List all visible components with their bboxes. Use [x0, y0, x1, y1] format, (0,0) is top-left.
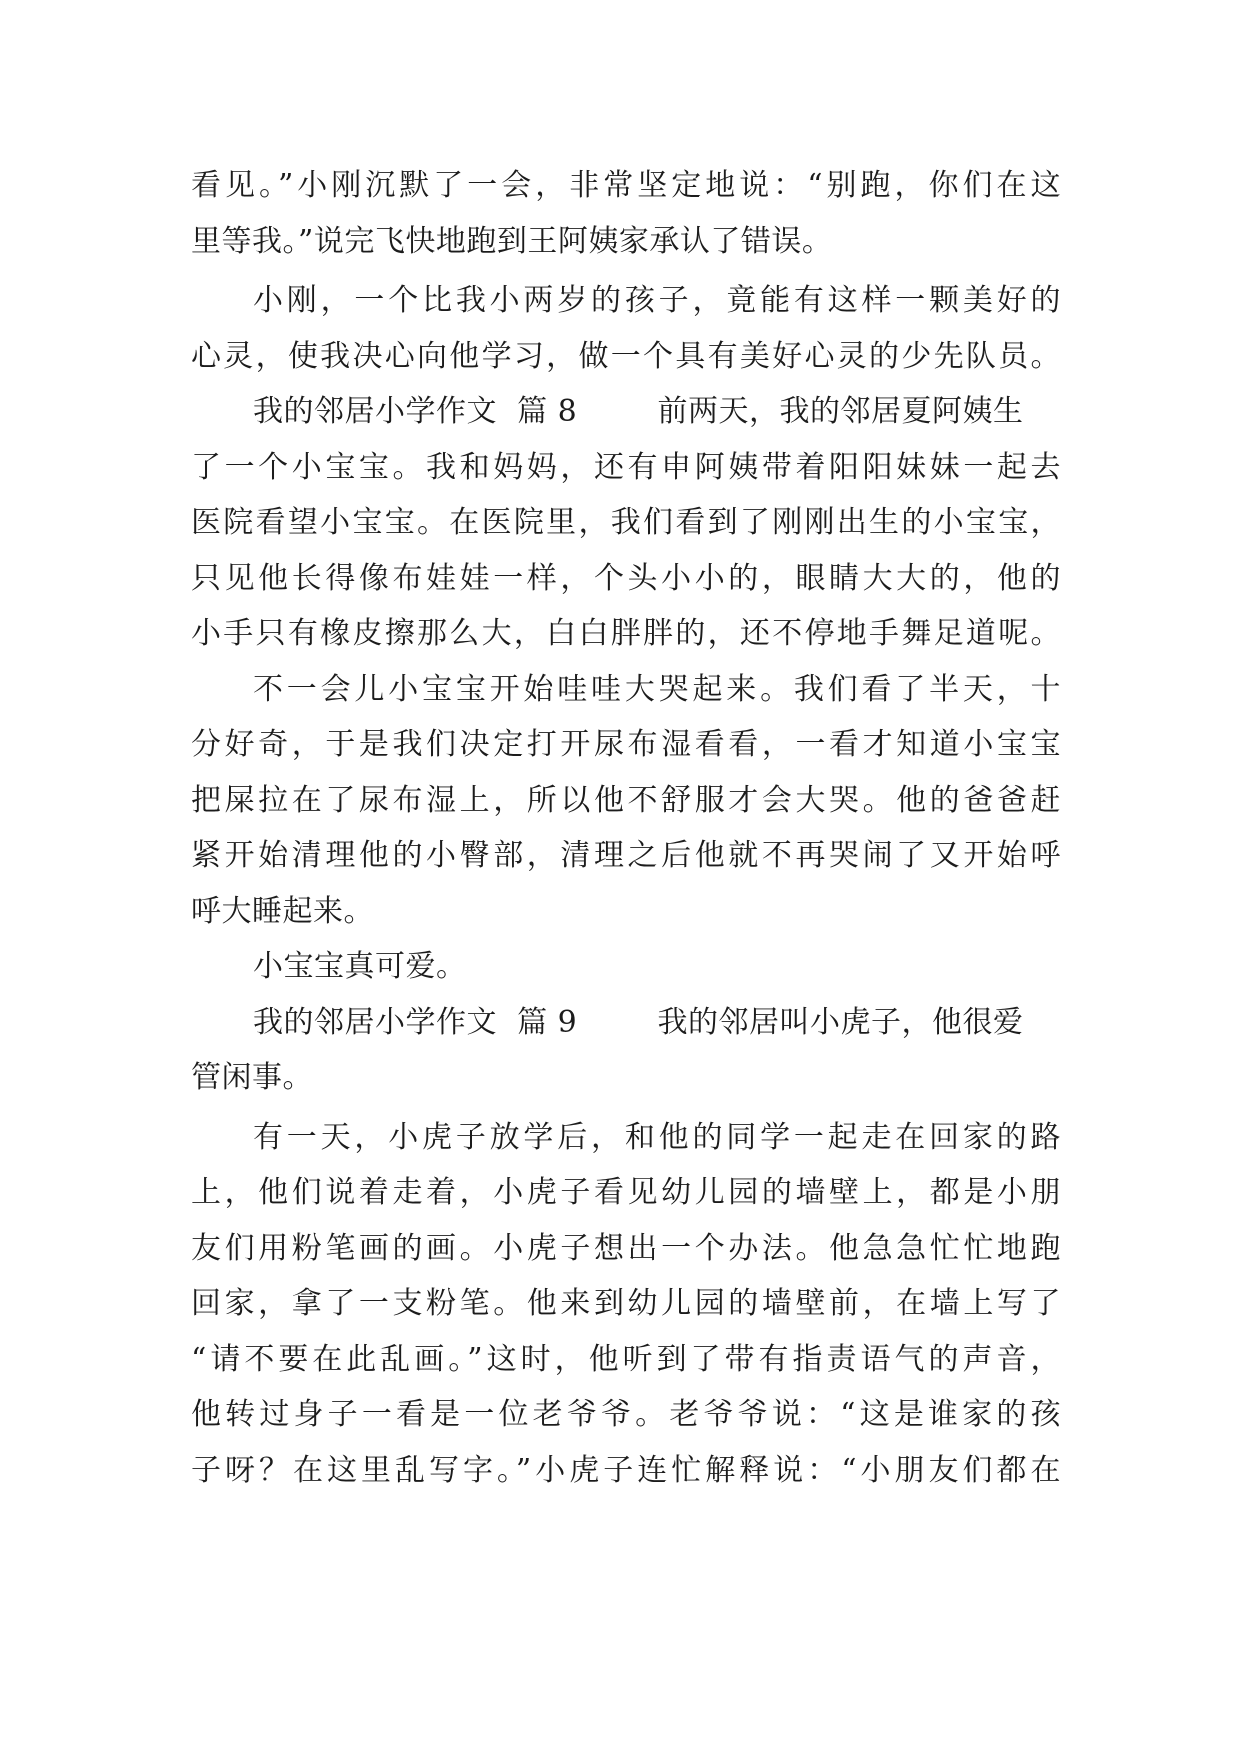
text-line: 分好奇，于是我们决定打开尿布湿看看，一看才知道小宝宝	[191, 727, 1061, 762]
text-line: 呼大睡起来。	[191, 893, 374, 929]
text-line: 只见他长得像布娃娃一样，个头小小的，眼睛大大的，他的	[191, 560, 1061, 596]
text-line: 友们用粉笔画的画。小虎子想出一个办法。他急急忙忙地跑	[191, 1230, 1061, 1266]
text-line: 里等我。”说完飞快地跑到王阿姨家承认了错误。	[191, 223, 833, 259]
paragraph-start-line: 小宝宝真可爱。	[253, 949, 467, 984]
text-line: 紧开始清理他的小臀部，清理之后他就不再哭闹了又开始呼	[191, 838, 1061, 873]
text-line: 上，他们说着走着，小虎子看见幼儿园的墙壁上，都是小朋	[191, 1175, 1061, 1210]
text-line: 子呀？在这里乱写字。”小虎子连忙解释说：“小朋友们都在	[191, 1452, 1061, 1488]
section-heading-line: 我的邻居小学作文 篇 8 前两天，我的邻居夏阿姨生	[253, 394, 1024, 429]
document-body	[191, 158, 1061, 1498]
paragraph-start-line: 不一会儿小宝宝开始哇哇大哭起来。我们看了半天，十	[253, 671, 1061, 707]
text-line: 医院看望小宝宝。在医院里，我们看到了刚刚出生的小宝宝，	[191, 505, 1061, 540]
text-line: 看见。”小刚沉默了一会，非常坚定地说：“别跑，你们在这	[191, 168, 1061, 203]
paragraph-start-line: 小刚，一个比我小两岁的孩子，竟能有这样一颗美好的	[253, 283, 1061, 318]
text-line: 管闲事。	[191, 1060, 313, 1095]
text-line: 他转过身子一看是一位老爷爷。老爷爷说：“这是谁家的孩	[191, 1397, 1061, 1432]
text-line: 了一个小宝宝。我和妈妈，还有申阿姨带着阳阳妹妹一起去	[191, 449, 1061, 485]
text-line: 小手只有橡皮擦那么大，白白胖胖的，还不停地手舞足道呢。	[191, 616, 1061, 651]
text-line: 把屎拉在了尿布湿上，所以他不舒服才会大哭。他的爸爸赶	[191, 782, 1061, 818]
text-line: 心灵，使我决心向他学习，做一个具有美好心灵的少先队员。	[191, 338, 1061, 374]
text-line: 回家，拿了一支粉笔。他来到幼儿园的墙壁前，在墙上写了	[191, 1286, 1061, 1321]
section-heading-line: 我的邻居小学作文 篇 9 我的邻居叫小虎子，他很爱	[253, 1004, 1024, 1040]
text-line: “请不要在此乱画。”这时，他听到了带有指责语气的声音，	[191, 1341, 1061, 1377]
paragraph-start-line: 有一天，小虎子放学后，和他的同学一起走在回家的路	[253, 1119, 1061, 1155]
